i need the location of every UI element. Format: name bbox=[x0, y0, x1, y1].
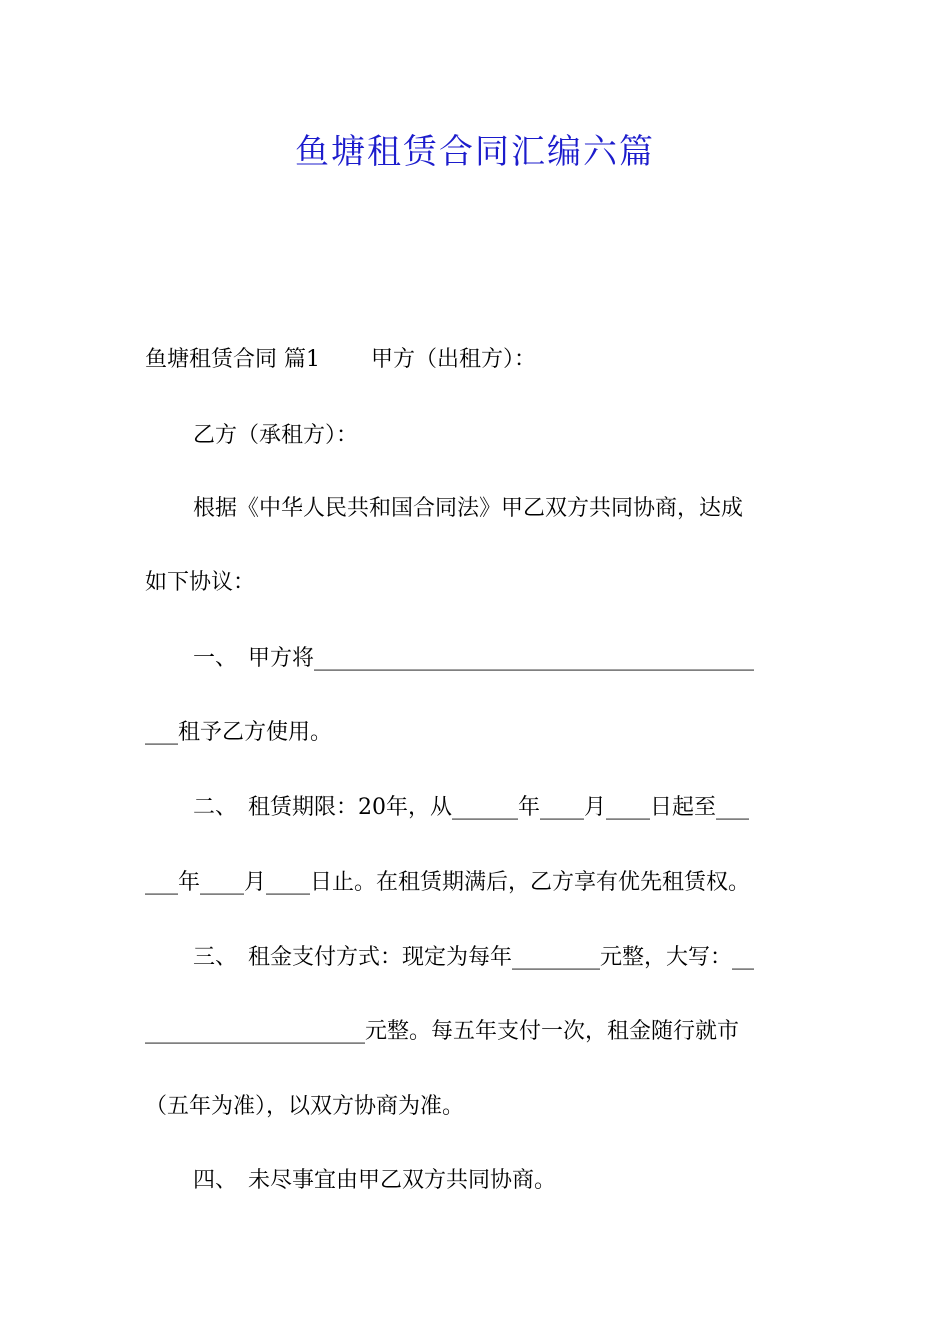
clause-3-line: 三、 租金支付方式：现定为每年________元整，大写：__ bbox=[193, 945, 755, 970]
document-title: 鱼塘租赁合同汇编六篇 bbox=[295, 132, 655, 172]
clause-2-line: 二、 租赁期限：20年，从______年____月____日起至___ bbox=[193, 795, 749, 820]
clause-4-line: 四、 未尽事宜由甲乙双方共同协商。 bbox=[193, 1168, 557, 1193]
preamble-line: 根据《中华人民共和国合同法》甲乙双方共同协商，达成 bbox=[193, 496, 744, 521]
clause-3-continuation-line: ____________________元整。每五年支付一次，租金随行就市 bbox=[145, 1019, 740, 1044]
clause-1-line: 一、 甲方将________________________________________ bbox=[193, 646, 755, 671]
contract-heading-line: 鱼塘租赁合同 篇1 甲方（出租方）： bbox=[145, 347, 536, 372]
preamble-continuation-line: 如下协议： bbox=[145, 570, 256, 595]
clause-2-continuation-line: ___年____月____日止。在租赁期满后，乙方享有优先租赁权。 bbox=[145, 870, 751, 895]
clause-1-continuation-line: ___租予乙方使用。 bbox=[145, 720, 333, 745]
party-b-line: 乙方（承租方）： bbox=[193, 423, 359, 448]
clause-3-final-line: （五年为准），以双方协商为准。 bbox=[145, 1094, 465, 1119]
